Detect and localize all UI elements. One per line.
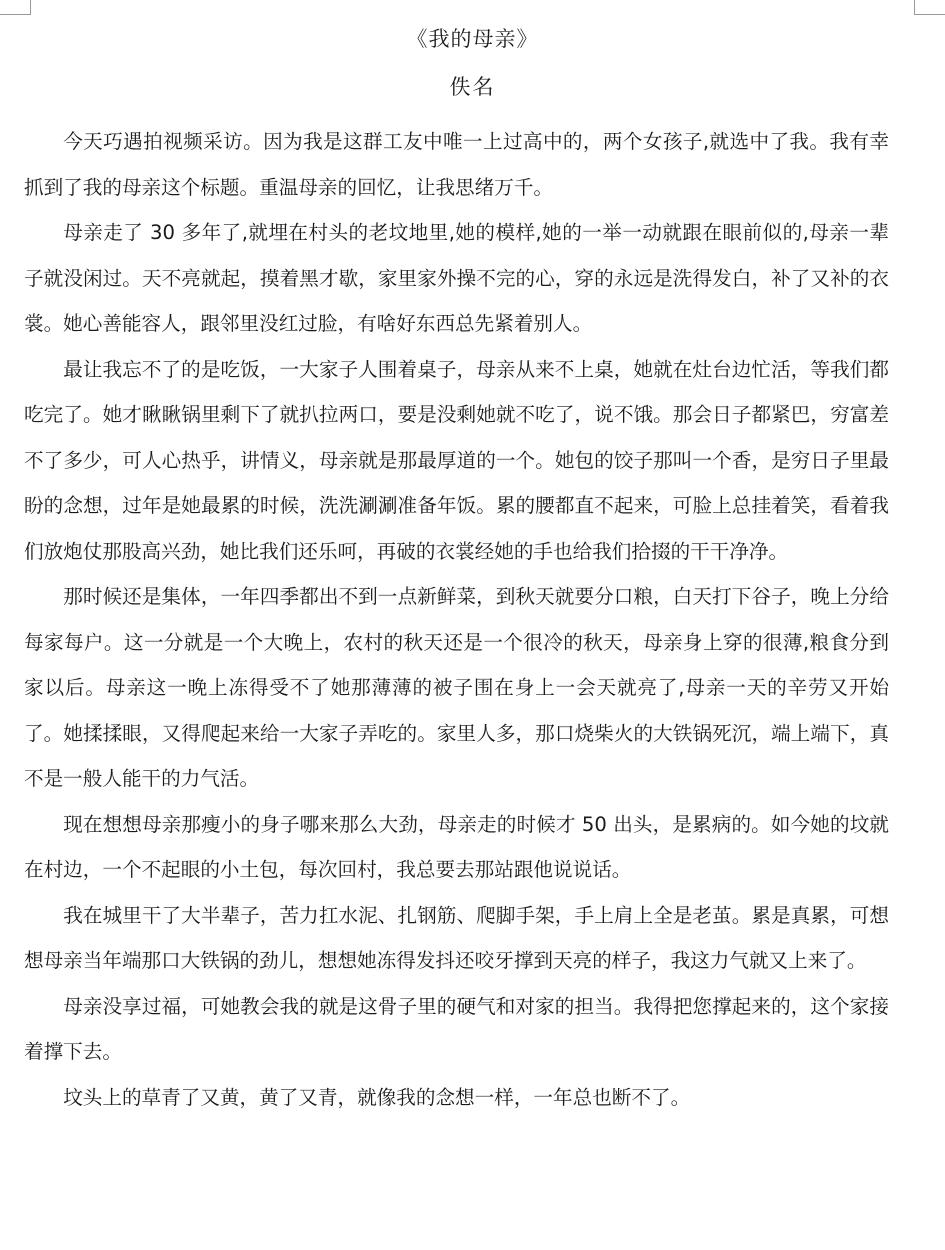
document-title: 《我的母亲》 (406, 27, 539, 51)
page-corner-mark-left (0, 0, 31, 15)
paragraph: 母亲走了 30 多年了,就埋在村头的老坟地里,她的模样,她的一举一动就跟在眼前似的,母亲一辈子就没闲过。天不亮就起，摸着黑才歇，家里家外操不完的心，穿的永远是洗得发白，补了又补的衣裳。她心善能容人，跟邻里没红过脸，有啥好东西总先紧着别人。 (24, 221, 889, 335)
paragraph: 我在城里干了大半辈子，苦力扛水泥、扎钢筋、爬脚手架，手上肩上全是老茧。累是真累，可想想母亲当年端那口大铁锅的劲儿，想想她冻得发抖还咬牙撑到天亮的样子，我这力气就又上来了。 (24, 903, 889, 972)
document-body (24, 119, 889, 1120)
document-author: 佚名 (449, 75, 496, 99)
paragraph: 母亲没享过福，可她教会我的就是这骨子里的硬气和对家的担当。我得把您撑起来的，这个家接着撑下去。 (24, 994, 889, 1063)
paragraph: 今天巧遇拍视频采访。因为我是这群工友中唯一上过高中的，两个女孩子,就选中了我。我有幸抓到了我的母亲这个标题。重温母亲的回忆，让我思绪万千。 (24, 130, 889, 199)
paragraph: 那时候还是集体，一年四季都出不到一点新鲜菜，到秋天就要分口粮，白天打下谷子，晚上分给每家每户。这一分就是一个大晚上，农村的秋天还是一个很冷的秋天，母亲身上穿的很薄,粮食分到家以后。母亲这一晚上冻得受不了她那薄薄的被子围在身上一会天就亮了,母亲一天的辛劳又开始了。她揉揉眼，又得爬起来给一大家子弄吃的。家里人多，那口烧柴火的大铁锅死沉，端上端下，真不是一般人能干的力气活。 (24, 585, 889, 790)
paragraph: 最让我忘不了的是吃饭，一大家子人围着桌子，母亲从来不上桌，她就在灶台边忙活，等我们都吃完了。她才瞅瞅锅里剩下了就扒拉两口，要是没剩她就不吃了，说不饿。那会日子都紧巴，穷富差不了多少，可人心热乎，讲情义，母亲就是那最厚道的一个。她包的饺子那叫一个香，是穷日子里最盼的念想，过年是她最累的时候，洗洗涮涮准备年饭。累的腰都直不起来，可脸上总挂着笑，看着我们放炮仗那股高兴劲，她比我们还乐呵，再破的衣裳经她的手也给我们拾掇的干干净净。 (24, 357, 889, 563)
paragraph: 现在想想母亲那瘦小的身子哪来那么大劲，母亲走的时候才 50 出头，是累病的。如今她的坟就在村边，一个不起眼的小土包，每次回村，我总要去那站跟他说说话。 (24, 812, 889, 881)
paragraph: 坟头上的草青了又黄，黄了又青，就像我的念想一样，一年总也断不了。 (63, 1085, 691, 1109)
page-corner-mark-right (914, 0, 945, 15)
